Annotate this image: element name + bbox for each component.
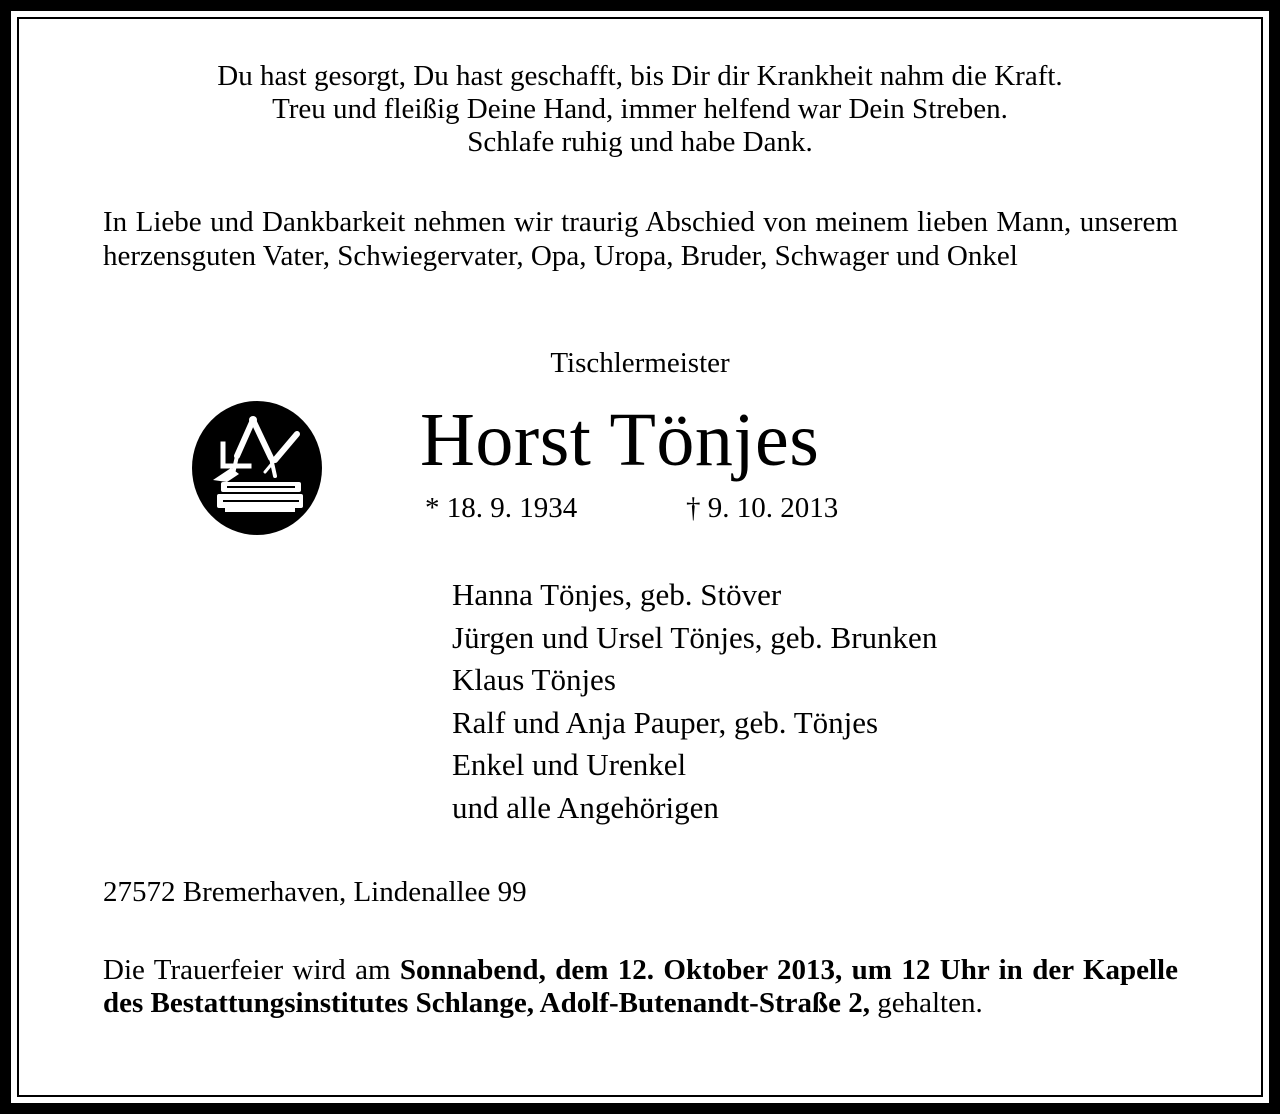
deceased-profession: Tischlermeister: [550, 347, 730, 379]
deceased-name: Horst Tönjes: [420, 398, 820, 482]
poem-line: Treu und fleißig Deine Hand, immer helfend war Dein Streben.: [272, 93, 1008, 125]
funeral-notice-suffix: gehalten.: [869, 987, 983, 1019]
mourner-entry: Jürgen und Ursel Tönjes, geb. Brunken: [452, 619, 938, 655]
mourner-entry: und alle Angehörigen: [452, 789, 719, 825]
birth-date: * 18. 9. 1934: [425, 492, 578, 524]
farewell-intro-text: In Liebe und Dankbarkeit nehmen wir traurig Abschied von meinem lieben Mann, unserem herzensguten Vater, Schwiegervater, Opa, Uropa, Bruder, Schwager und Onkel: [103, 206, 1178, 272]
funeral-notice: [103, 954, 1178, 1020]
mourner-entry: Ralf und Anja Pauper, geb. Tönjes: [452, 704, 879, 740]
mourners-list: [452, 574, 937, 830]
family-address: 27572 Bremerhaven, Lindenallee 99: [103, 876, 527, 908]
mourner-entry: Klaus Tönjes: [452, 662, 616, 698]
mourner-entry: Enkel und Urenkel: [452, 747, 687, 783]
poem-line: Schlafe ruhig und habe Dank.: [467, 126, 813, 158]
obituary-inner-border: [17, 17, 1263, 1097]
carpentry-tools-icon: [191, 400, 323, 536]
mourner-entry: Hanna Tönjes, geb. Stöver: [452, 577, 782, 612]
memorial-poem: [100, 60, 1180, 159]
poem-line: Du hast gesorgt, Du hast geschafft, bis Dir dir Krankheit nahm die Kraft.: [217, 60, 1063, 92]
death-date: † 9. 10. 2013: [686, 492, 839, 524]
funeral-details: Sonnabend, dem 12. Oktober 2013, um 12 Uhr in der Kapelle des Bestattungsinstitutes Schlange, Adolf-Butenandt-Straße 2,: [103, 954, 1178, 1019]
funeral-notice-prefix: Die Trauerfeier wird am: [103, 954, 400, 986]
